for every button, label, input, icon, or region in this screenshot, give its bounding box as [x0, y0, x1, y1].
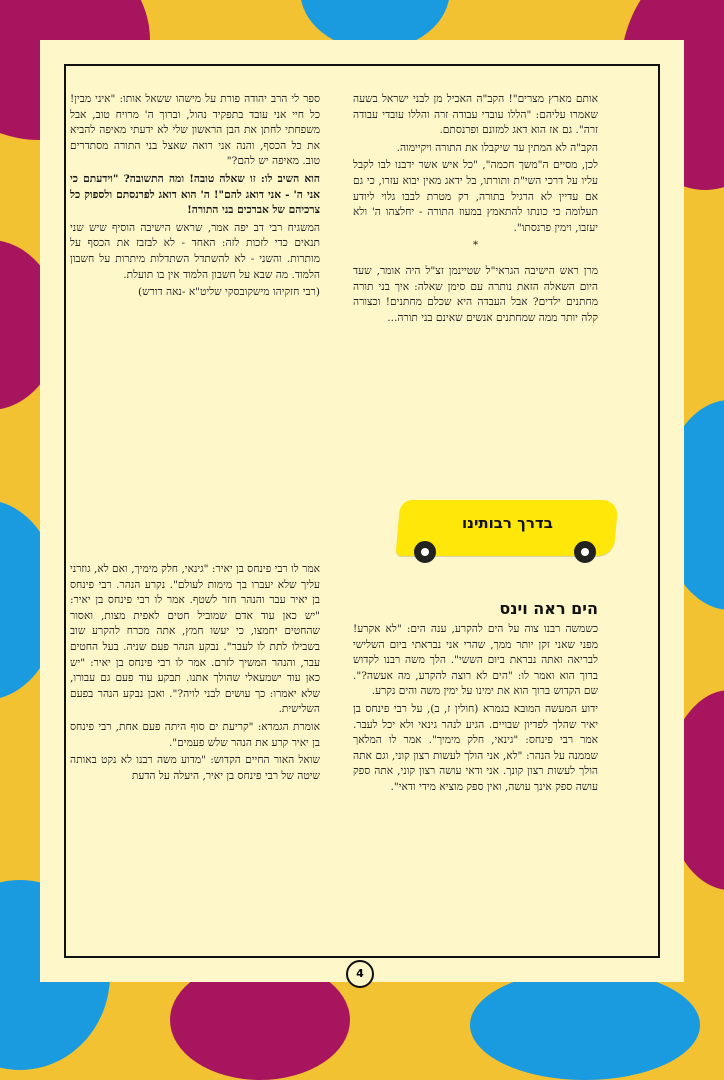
- bold-answer: הוא השיב לו: זו שאלה טובה! ומה התשובה? "וידעתם כי אני ה' - אני דואג להם"! ה' הוא דואג לפרנסתם ולספוק כל צרכיהם של אברכים בני התורה!: [70, 172, 320, 217]
- paragraph: אותם מארץ מצרים"! הקב"ה האכיל מן לבני ישראל בשעה שאמרו עליהם: "הללו עובדי עבודה זרה והללו עובדי עבודה זרה". גם אז הוא דאג למזונם ופרנסתם.: [353, 93, 598, 137]
- paragraph: אומרת הגמרא: "קריעת ים סוף היתה פעם אחת, רבי פינחס בן יאיר קרע את הנהר שלש פעמים".: [70, 720, 320, 749]
- page-number: 4: [346, 960, 374, 988]
- paragraph: לכן, מסיים ה"משך חכמה", "כל איש אשר ידבנו לבו לקבל עליו על דרכי השי"ת ותורתו, בל ידאג מאין יבוא עזרו, כי גם אם עדיין לא הרגיל בתורה, רק מטרת לבבו גלוי ליודע תעלומה כי כונתו להתאמץ במעוז התורה - יחלצהו ה' ולא יעזבו, וימין פרנסתו".: [353, 159, 598, 234]
- column-top-left: [70, 92, 320, 303]
- paragraph: אמר לו רבי פינחס בן יאיר: "גינאי, חלק מימיך, ואם לא, גוזרני עליך שלא יעברו בך מימות לעולם". נקרע הנהר. רבי פינחס בן יאיר עבר והנהר חזר לשטף. אמר לו רבי פינחס בן יאיר: "יש כאן עוד אדם שמוביל חטים לאפית מצות, ואסור שהחטים יחמצו, כי יעשו חמץ, אתה מכרח להקרע שוב בשבילו לתת לו לעבר". נבקע הנהר פעם שניה. בעל החטים עבר, והנהר המשיך לזרם. אמר לו רבי פינחס בן יאיר: "יש כאן עוד ישמעאלי שהולך אתנו. תבקע עוד פעם גם עבורו, שלא יאמרו: כך עושים לבני לויה?". ואכן נבקע הנהר בפעם השלישית.: [70, 563, 320, 716]
- column-bottom-right: [353, 598, 598, 798]
- source-credit: (רבי חזקיהו מישקובסקי שליט"א -נאה דורש): [137, 286, 320, 299]
- paragraph-bold: [70, 172, 320, 219]
- section-title: הים ראה וינס: [499, 599, 598, 618]
- paragraph: כשמשה רבנו צוה על הים להקרע, ענה הים: "לא אקרע! מפני שאני זקן יותר ממך, שהרי אני נבראתי ביום השלישי לבריאה ואתה נבראת ביום הששי". הלך משה רבנו לקדוש ברוך הוא ואמר לו: "הים לא רוצה להקרע, מה אעשה?". שם הקדוש ברוך הוא את ימינו על ימין משה והים נקרע.: [353, 623, 598, 698]
- section-banner-label: בדרך רבותינו: [462, 514, 553, 532]
- separator-star: *: [472, 239, 479, 252]
- column-top-right: [353, 92, 598, 328]
- blue-blob-bottom-right: [470, 970, 700, 1080]
- paragraph: מרן ראש הישיבה הגראי"ל שטיינמן זצ"ל היה אומר, שעד היום השאלה הזאת נותרה עם סימן שאלה: איך בני תורה מחתנים ילדים? אבל העבדה היא שכלם מחתנים! וכצורה קלה יותר ממה שמחתנים אנשים שאינם בני תורה...: [353, 264, 598, 324]
- bus-wheel-front-icon: [414, 541, 436, 563]
- paragraph: המשגיח רבי דב יפה אמר, שראש הישיבה הוסיף שיש שני תנאים כדי לזכות לזה: האחד - לא לבזבז את הכסף על מותרות. והשני - לא להשתדל השתדלות מיתרות על חשבון הלמוד. מה שבא על חשבון הלמוד אין בו תועלת.: [70, 221, 320, 281]
- paragraph: ספר לי הרב יהודה פורת על מישהו ששאל אותו: "איני מבין! כל חיי אני עובד בתפקיד נהול, וברוך ה' מרויח טוב, אבל משפחתי לחתן את הבן הראשון שלי לא ידעתי מאיפה להביא את כל הכסף, והנה אני רואה שאצל בני התורה מסתדרים טוב. מאיפה יש להם?": [70, 93, 320, 168]
- paragraph: הקב"ה לא המתין עד שיקבלו את התורה ויקיימוה.: [396, 141, 598, 154]
- paragraph: ידוע המעשה המובא בגמרא (חולין ז, ב), על רבי פינחס בן יאיר שהלך לפדיון שבויים. הגיע לנהר גינאי ולא יכל לעבר. אמר רבי פינחס: "גינאי, חלק מימיך". אמר לו המלאך שממנה על הנהר: "לא, אני הולך לעשות רצון קוני, וגם אתה הולך לעשות רצון קונך. אני ודאי עושה רצון קוני, אתה ספק עושה ספק אינך עושה, ואין ספק מוציא מידי ודאי".: [353, 702, 598, 793]
- column-bottom-left: [70, 562, 320, 786]
- bus-wheel-rear-icon: [574, 541, 596, 563]
- paragraph: שואל האור החיים הקדוש: "מדוע משה רבנו לא נקט באותה שיטה של רבי פינחס בן יאיר, היעלה על הדעת: [70, 754, 320, 782]
